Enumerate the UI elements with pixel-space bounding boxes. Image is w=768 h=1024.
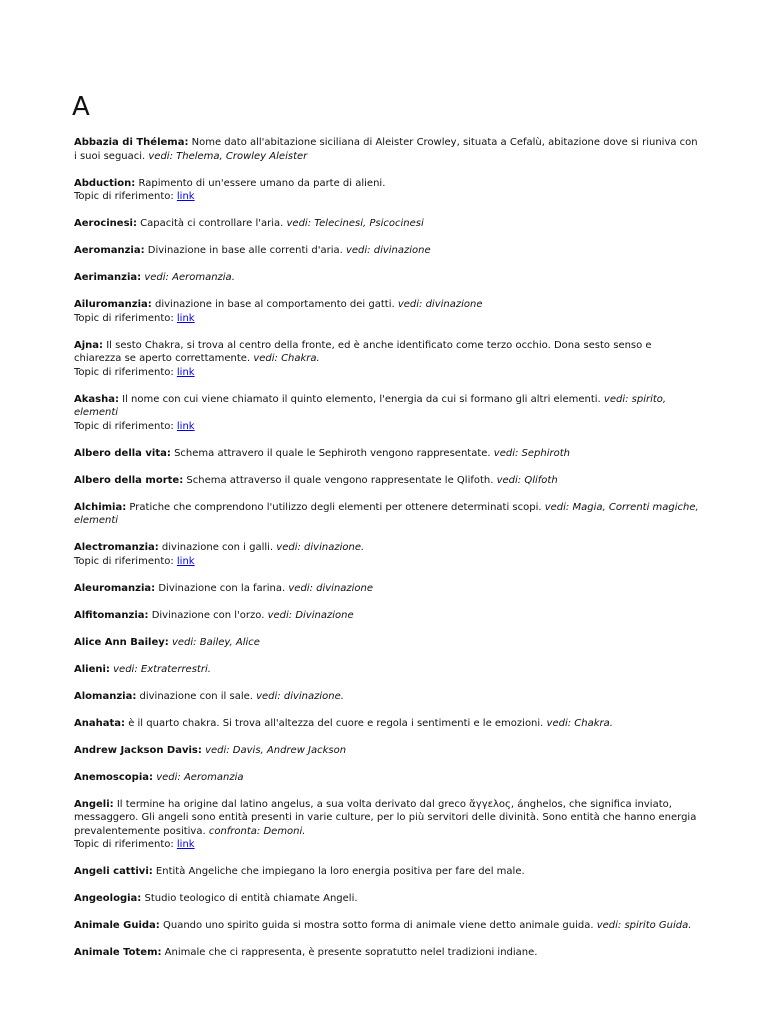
glossary-entry (74, 609, 700, 623)
entry-see-also: vedi: Divinazione (267, 609, 354, 621)
glossary-entry (74, 393, 700, 434)
entry-see-also: vedi: Aeromanzia (156, 771, 244, 783)
entry-definition: Nome dato all'abitazione siciliana di Aleister Crowley, situata a Cefalù, abitazione dove si riuniva con i suoi seguaci. (74, 137, 698, 162)
entry-definition: divinazione con i galli. (158, 542, 277, 553)
entry-definition: Il termine ha origine dal latino angelus, a sua volta derivato dal greco ἄγγελος, ánghelos, che significa inviato, messaggero. Gli angeli sono entità presenti in varie culture, per lo più servitori delle divinità. Sono entità che hanno energia prevalentemente positiva. (74, 798, 697, 837)
topic-reference (74, 312, 700, 326)
entry-term: Alchimia: (74, 501, 127, 513)
entry-see-also: vedi: Extraterrestri. (113, 663, 211, 675)
topic-link[interactable]: link (176, 420, 195, 432)
topic-reference (74, 838, 700, 852)
entry-term: Alice Ann Bailey: (74, 636, 169, 648)
glossary-entry (74, 177, 700, 204)
entry-term: Angeli cattivi: (74, 866, 153, 877)
entry-definition: Capacità ci controllare l'aria. (136, 218, 287, 229)
entry-see-also: vedi: Bailey, Alice (171, 636, 260, 648)
glossary-entry (74, 244, 700, 258)
glossary-entry (74, 339, 700, 380)
entry-definition: Pratiche che comprendono l'utilizzo degli elementi per ottenere determinati scopi. (126, 501, 545, 513)
glossary-entry (74, 690, 700, 704)
entry-definition: Divinazione con l'orzo. (148, 609, 268, 621)
entry-see-also: vedi: Sephiroth (493, 447, 570, 459)
glossary-entry (74, 892, 700, 906)
entry-see-also: vedi: Magia, Correnti magiche, elementi (74, 501, 699, 526)
entry-definition: Entità Angeliche che impiegano la loro energia positiva per fare del male. (152, 866, 525, 877)
entry-term: Andrew Jackson Davis: (74, 744, 202, 756)
entry-definition: Divinazione in base alle correnti d'aria. (144, 245, 346, 256)
entry-term: Abduction: (74, 177, 136, 189)
entry-term: Anahata: (74, 717, 126, 729)
entry-see-also: vedi: Chakra. (546, 717, 613, 729)
glossary-entry (74, 271, 700, 285)
entry-definition: Divinazione con la farina. (155, 582, 289, 594)
glossary-entry (74, 501, 700, 528)
glossary-entry (74, 474, 700, 488)
glossary-entry (74, 447, 700, 461)
entry-definition: Animale che ci rappresenta, è presente sopratutto nelel tradizioni indiane. (161, 947, 538, 958)
glossary-entry (74, 946, 700, 960)
glossary-entry (74, 798, 700, 852)
entry-term: Albero della morte: (74, 474, 184, 486)
topic-label: Topic di riferimento: (74, 839, 177, 850)
entry-term: Angeologia: (74, 893, 142, 904)
entry-see-also: vedi: divinazione (397, 299, 483, 310)
entry-definition: divinazione in base al comportamento dei gatti. (151, 299, 398, 310)
entry-definition: Studio teologico di entità chiamate Angeli. (141, 893, 358, 904)
topic-link[interactable]: link (176, 555, 195, 567)
entry-see-also: vedi: Qlifoth (496, 474, 558, 486)
entry-see-also: vedi: spirito, elementi (74, 393, 667, 418)
glossary-entry (74, 541, 700, 568)
entry-term: Abbazia di Thélema: (74, 137, 189, 148)
entry-definition: è il quarto chakra. Si trova all'altezza del cuore e regola i sentimenti e le emozioni. (125, 717, 547, 729)
entry-see-also: vedi: spirito Guida. (596, 920, 692, 931)
glossary-entry (74, 865, 700, 879)
entry-term: Alomanzia: (74, 690, 137, 702)
entry-see-also: vedi: Telecinesi, Psicocinesi (286, 218, 424, 229)
entry-see-also: vedi: Aeromanzia. (144, 272, 235, 283)
entry-term: Aerocinesi: (74, 218, 137, 229)
topic-link[interactable]: link (176, 366, 195, 378)
entry-term: Animale Totem: (74, 947, 162, 958)
entry-term: Animale Guida: (74, 920, 160, 931)
entry-see-also: vedi: Chakra. (253, 353, 320, 364)
entry-term: Ailuromanzia: (74, 299, 152, 310)
glossary-entries (74, 136, 700, 973)
topic-label: Topic di riferimento: (74, 191, 177, 202)
entry-term: Anemoscopia: (74, 771, 154, 783)
entry-definition: Schema attraverso il quale vengono rappresentate le Qlifoth. (183, 474, 497, 486)
glossary-entry (74, 217, 700, 231)
entry-definition: Rapimento di un'essere umano da parte di alieni. (135, 177, 386, 189)
glossary-entry (74, 717, 700, 731)
glossary-entry (74, 771, 700, 785)
entry-term: Aleuromanzia: (74, 582, 156, 594)
entry-term: Alectromanzia: (74, 542, 159, 553)
entry-definition: Il sesto Chakra, si trova al centro della fronte, ed è anche identificato come terzo occhio. Dona sesto senso e chiarezza se aperto correttamente. (74, 339, 652, 364)
entry-see-also: vedi: Thelema, Crowley Aleister (148, 150, 308, 162)
entry-term: Alieni: (74, 663, 110, 675)
entry-term: Albero della vita: (74, 447, 171, 459)
entry-term: Angeli: (74, 798, 114, 810)
glossary-entry (74, 298, 700, 325)
glossary-entry (74, 919, 700, 933)
glossary-entry (74, 663, 700, 677)
entry-definition: divinazione con il sale. (136, 690, 257, 702)
section-letter: A (72, 92, 90, 122)
entry-term: Akasha: (74, 393, 119, 405)
topic-link[interactable]: link (176, 312, 195, 324)
glossary-entry (74, 744, 700, 758)
entry-definition: Il nome con cui viene chiamato il quinto elemento, l'energia da cui si formano gli altri elementi. (118, 393, 604, 405)
topic-link[interactable]: link (176, 839, 195, 850)
entry-term: Aeromanzia: (74, 245, 145, 256)
topic-label: Topic di riferimento: (74, 366, 177, 378)
topic-label: Topic di riferimento: (74, 312, 177, 324)
topic-reference (74, 190, 700, 204)
entry-term: Aerimanzia: (74, 272, 142, 283)
topic-reference (74, 555, 700, 569)
topic-link[interactable]: link (176, 191, 195, 202)
entry-see-also: vedi: divinazione (345, 245, 431, 256)
entry-term: Ajna: (74, 339, 104, 351)
topic-reference (74, 420, 700, 434)
entry-term: Alfitomanzia: (74, 609, 149, 621)
topic-label: Topic di riferimento: (74, 420, 177, 432)
entry-see-also: vedi: Davis, Andrew Jackson (205, 744, 347, 756)
topic-label: Topic di riferimento: (74, 555, 177, 567)
entry-see-also: confronta: Demoni. (208, 825, 306, 837)
glossary-entry (74, 582, 700, 596)
glossary-entry (74, 636, 700, 650)
entry-see-also: vedi: divinazione. (256, 690, 344, 702)
topic-reference (74, 366, 700, 380)
entry-definition: Schema attravero il quale le Sephiroth vengono rappresentate. (170, 447, 494, 459)
entry-definition: Quando uno spirito guida si mostra sotto forma di animale viene detto animale guida. (159, 920, 597, 931)
entry-see-also: vedi: divinazione (288, 582, 374, 594)
glossary-entry (74, 136, 700, 163)
entry-see-also: vedi: divinazione. (276, 542, 365, 553)
